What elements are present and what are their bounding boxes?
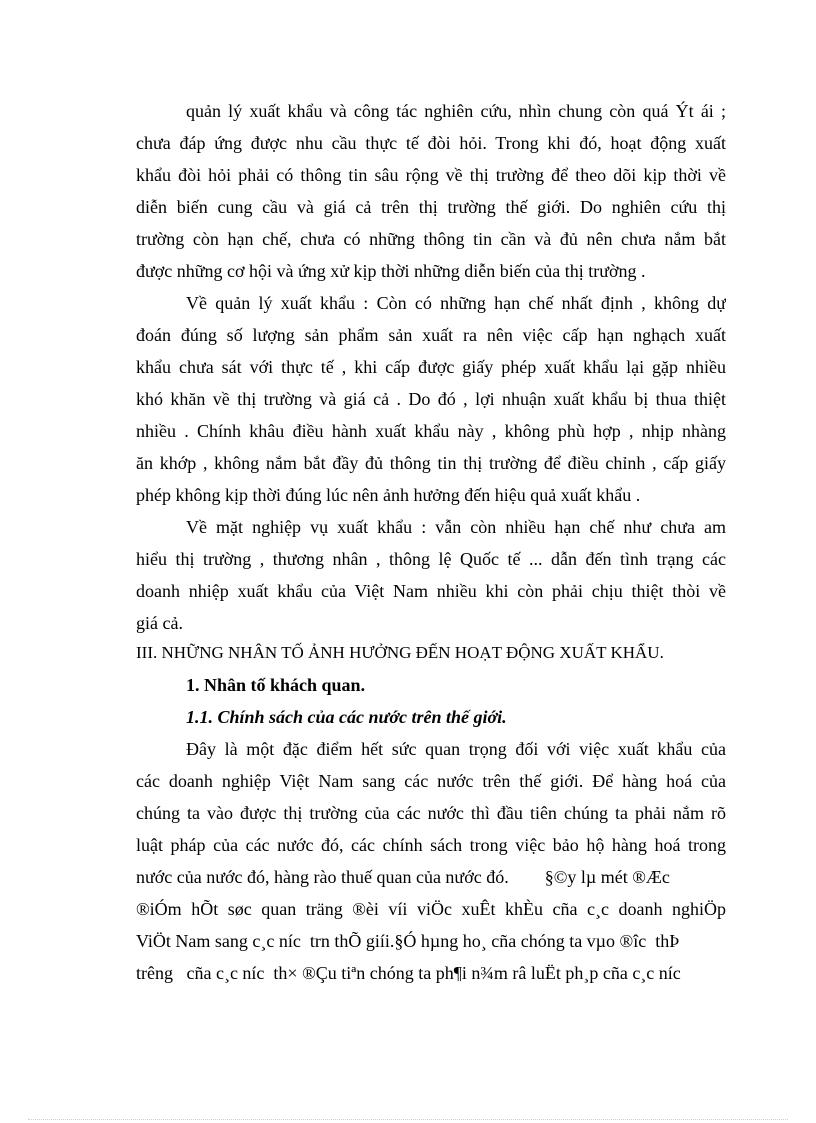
paragraph-line: hiểu thị trường , thương nhân , thông lệ Quốc tế ... dẫn đến tình trạng các xyxy=(136,549,726,569)
paragraph-line: ăn khớp , không nắm bắt đầy đủ thông tin thị trường để điều chỉnh , cấp giấy xyxy=(136,453,726,473)
paragraph-line: ®iÓm hÕt søc quan träng ®èi víi viÖc xuÊt khÈu cña c¸c doanh nghiÖp xyxy=(136,899,726,919)
paragraph-line: chưa đáp ứng được nhu cầu thực tế đòi hỏi. Trong khi đó, hoạt động xuất xyxy=(136,133,726,153)
paragraph-line: trêng cña c¸c níc th× ®Çu tiªn chóng ta ph¶i n¾m râ luËt ph¸p cña c¸c níc xyxy=(136,963,681,983)
paragraph-line: chúng ta vào được thị trường của các nước thì đầu tiên chúng ta phải nắm rõ xyxy=(136,803,726,823)
paragraph-line: trường còn hạn chế, chưa có những thông tin cần và đủ nên chưa nắm bắt xyxy=(136,229,726,249)
paragraph-line: các doanh nghiệp Việt Nam sang các nước trên thế giới. Để hàng hoá của xyxy=(136,771,726,791)
paragraph-line: doanh nhiệp xuất khẩu của Việt Nam nhiều khi còn phải chịu thiệt thòi về xyxy=(136,581,726,601)
paragraph-line: khẩu đòi hỏi phải có thông tin sâu rộng về thị trường để theo dõi kịp thời về xyxy=(136,165,726,185)
paragraph-line: ViÖt Nam sang c¸c níc trn thÕ giíi.§Ó hµng ho¸ cña chóng ta vµo ®îc thÞ xyxy=(136,931,680,951)
paragraph-line: nhiều . Chính khâu điều hành xuất khẩu này , không phù hợp , nhịp nhàng xyxy=(136,421,726,441)
paragraph-line: Về quản lý xuất khẩu : Còn có những hạn chế nhất định , không dự xyxy=(186,293,726,313)
subheading-factor: 1. Nhân tố khách quan. xyxy=(186,675,366,695)
paragraph-line: diễn biến cung cầu và giá cả trên thị trường thế giới. Do nghiên cứu thị xyxy=(136,197,726,217)
paragraph-line: khó khăn về thị trường và giá cả . Do đó , lợi nhuận xuất khẩu bị thua thiệt xyxy=(136,389,726,409)
paragraph-line: đoán đúng số lượng sản phẩm sản xuất ra nên việc cấp hạn nghạch xuất xyxy=(136,325,726,345)
subheading-policy: 1.1. Chính sách của các nước trên thế giới. xyxy=(186,707,507,727)
paragraph-line: Đây là một đặc điểm hết sức quan trọng đối với việc xuất khẩu của xyxy=(186,739,726,759)
paragraph-line: luật pháp của các nước đó, các chính sách trong việc bảo hộ hàng hoá trong xyxy=(136,835,726,855)
paragraph-line: được những cơ hội và ứng xử kịp thời những diễn biến của thị trường . xyxy=(136,261,646,281)
paragraph-line: quản lý xuất khẩu và công tác nghiên cứu, nhìn chung còn quá Ýt ái ; xyxy=(186,101,726,121)
page-bottom-rule xyxy=(28,1119,788,1120)
section-heading: III. NHỮNG NHÂN TỐ ẢNH HƯỞNG ĐẾN HOẠT ĐỘNG XUẤT KHẨU. xyxy=(136,643,664,662)
paragraph-line: Về mặt nghiệp vụ xuất khẩu : vẫn còn nhiều hạn chế như chưa am xyxy=(186,517,726,537)
paragraph-line: khẩu chưa sát với thực tế , khi cấp được giấy phép xuất khẩu lại gặp nhiều xyxy=(136,357,726,377)
paragraph-line: phép không kịp thời đúng lúc nên ảnh hưởng đến hiệu quả xuất khẩu . xyxy=(136,485,641,505)
paragraph-line: giá cả. xyxy=(136,613,183,633)
paragraph-line: nước của nước đó, hàng rào thuế quan của nước đó. §©y lµ mét ®Æc xyxy=(136,867,670,887)
